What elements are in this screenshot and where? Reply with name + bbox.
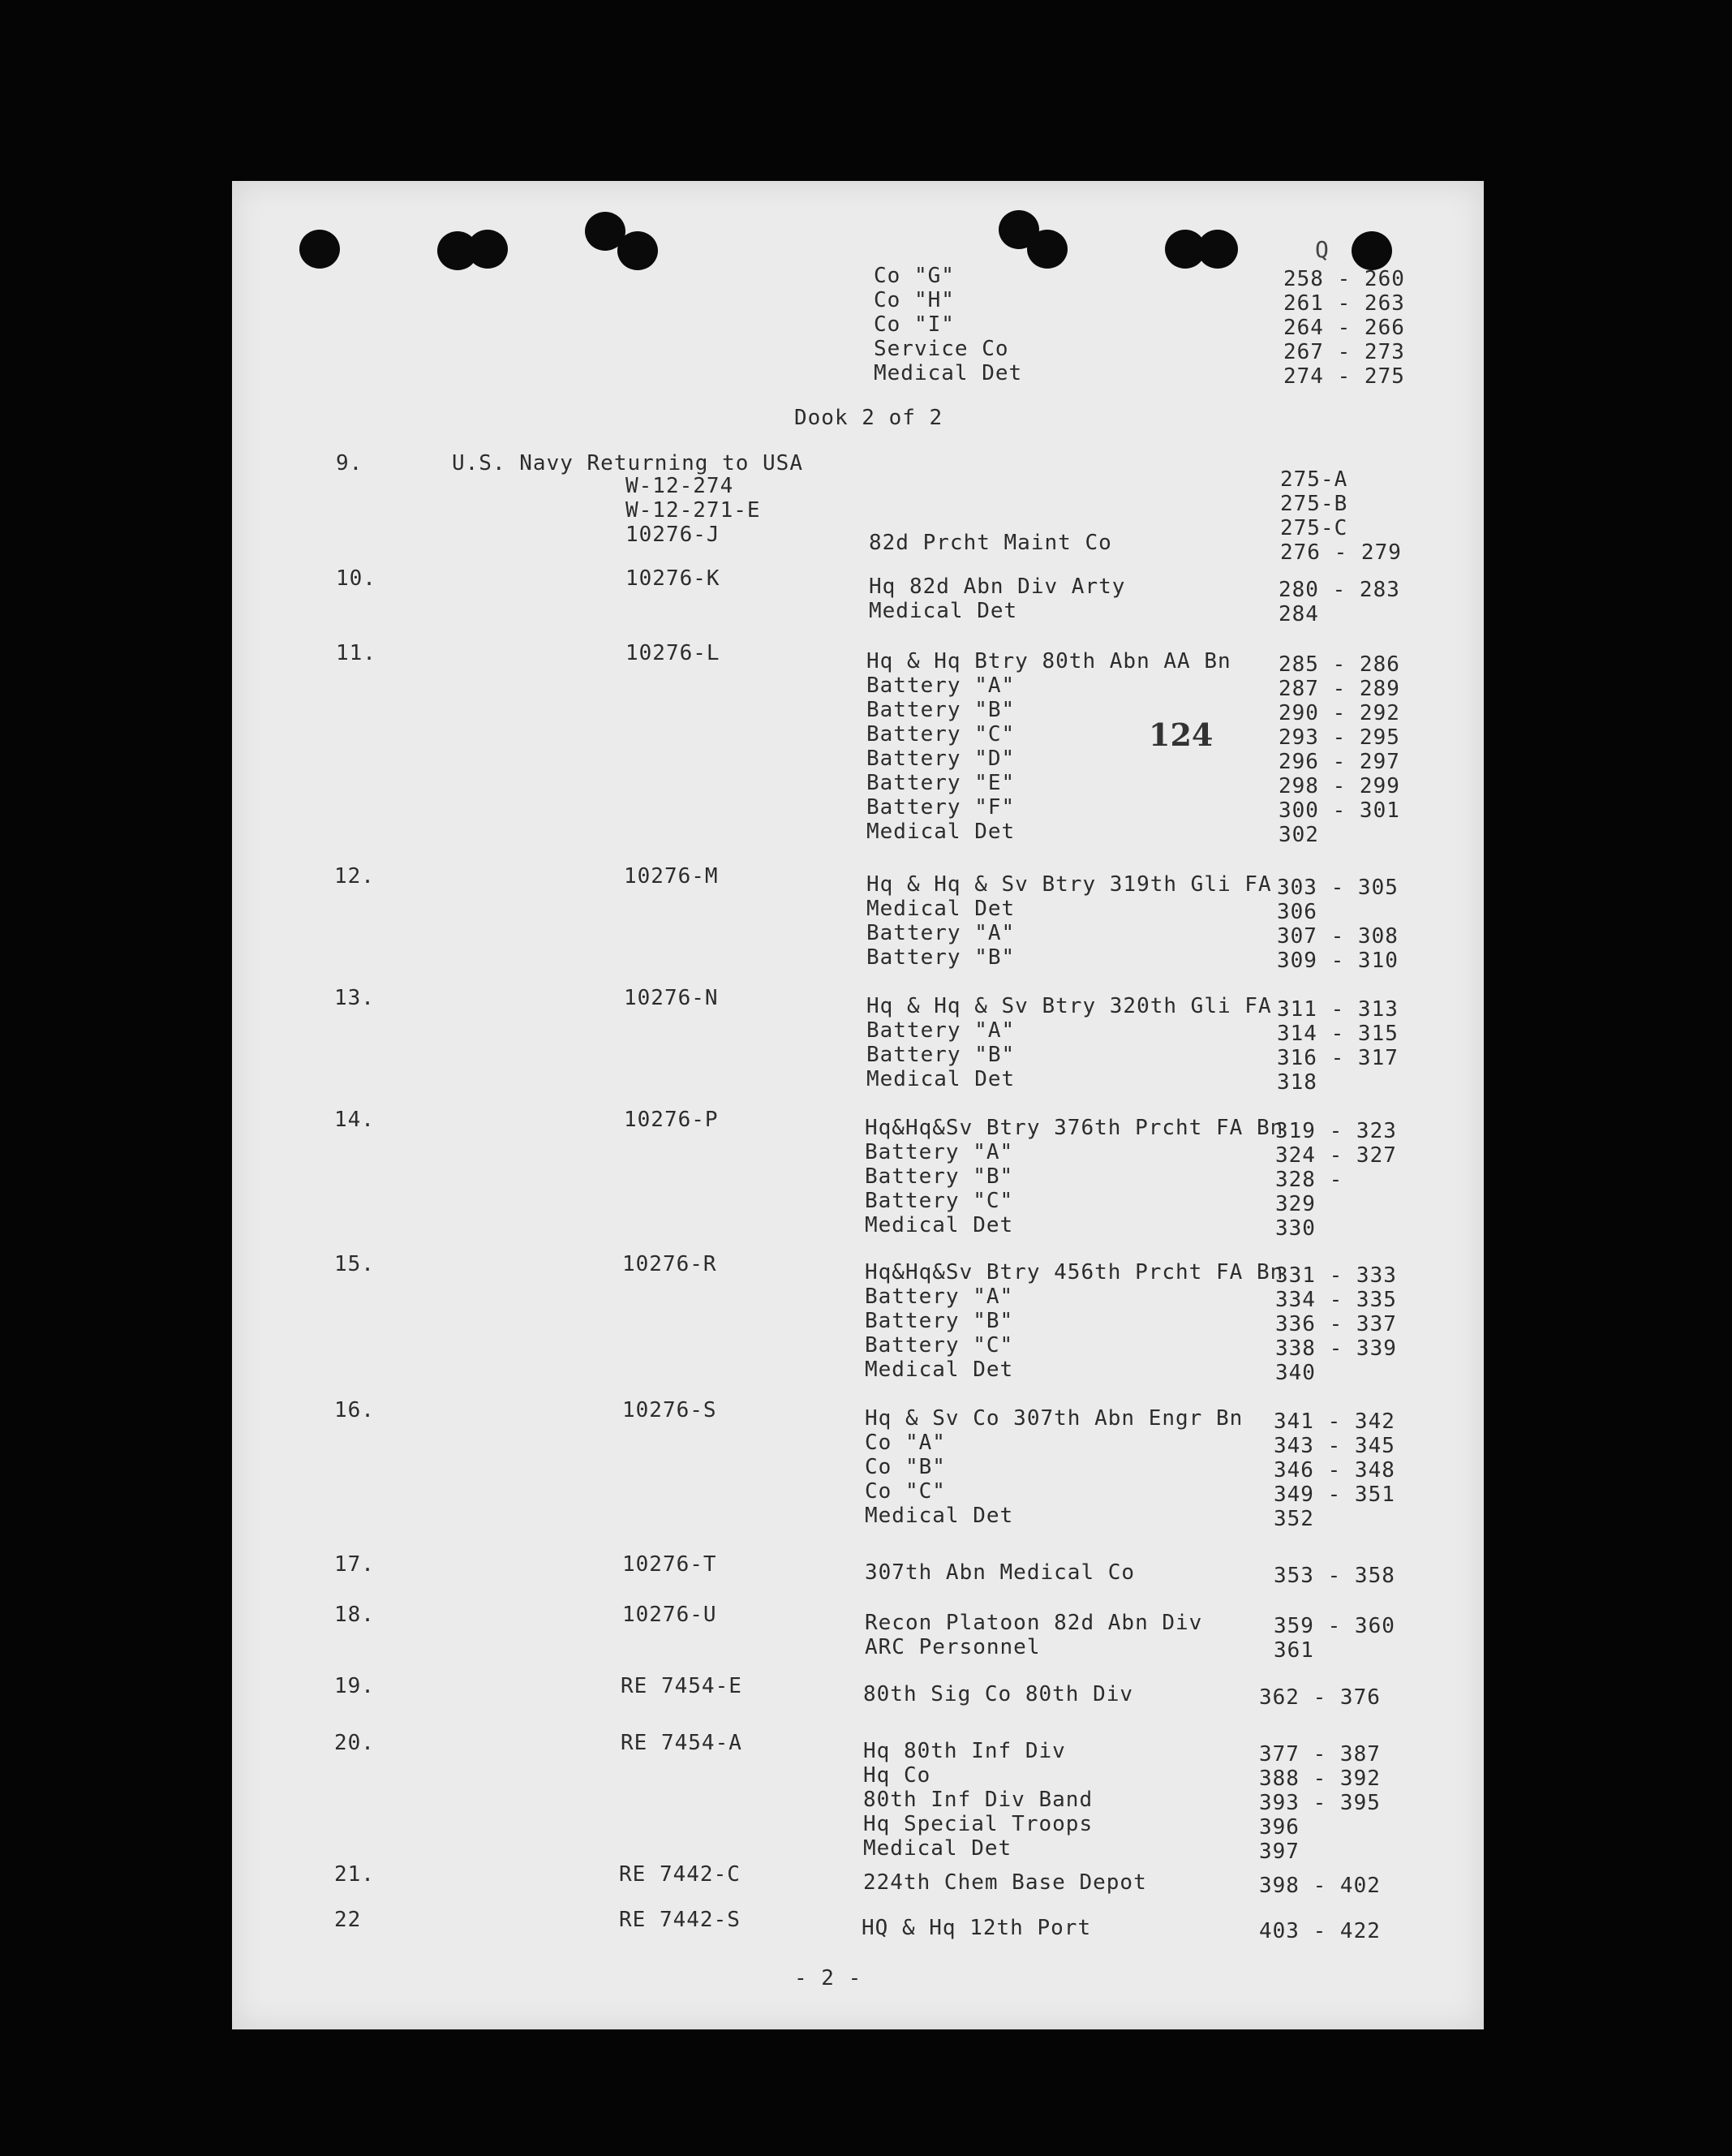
unit-label: 80th Sig Co 80th Div: [863, 1682, 1134, 1706]
file-code: RE 7454-E: [621, 1674, 742, 1698]
page-range: 296 - 297: [1279, 750, 1400, 774]
page-range: 290 - 292: [1279, 701, 1400, 725]
unit-label: Battery "D": [866, 747, 1016, 771]
unit-label: Battery "A": [866, 1018, 1016, 1043]
unit-label: Battery "B": [866, 1043, 1016, 1067]
entry-number: 12.: [334, 864, 375, 889]
unit-label: Medical Det: [866, 820, 1016, 844]
unit-label: 307th Abn Medical Co: [865, 1560, 1136, 1585]
unit-label: Hq & Hq & Sv Btry 320th Gli FA: [866, 994, 1272, 1018]
page-range: 280 - 283: [1279, 578, 1400, 602]
unit-label: Medical Det: [863, 1836, 1012, 1861]
page-range: 284: [1279, 602, 1319, 626]
page-range: 377 - 387: [1259, 1742, 1381, 1767]
unit-label: Co "C": [865, 1479, 946, 1504]
page-range: 328 -: [1275, 1168, 1343, 1192]
page-range: 258 - 260: [1283, 267, 1405, 291]
page-range: 349 - 351: [1274, 1483, 1395, 1507]
page-range: 319 - 323: [1275, 1119, 1397, 1143]
page-range: 307 - 308: [1277, 924, 1399, 949]
unit-label: Co "G": [874, 264, 955, 288]
punch-hole: [1352, 231, 1392, 270]
book-heading: Dook 2 of 2: [794, 406, 943, 430]
entry-number: 15.: [334, 1252, 375, 1276]
unit-label: Battery "C": [865, 1189, 1014, 1213]
unit-label: Battery "A": [866, 673, 1016, 698]
unit-label: Hq&Hq&Sv Btry 376th Prcht FA Bn: [865, 1116, 1284, 1140]
entry-number: 19.: [334, 1674, 375, 1698]
unit-label: Battery "B": [866, 698, 1016, 722]
navy-label: U.S. Navy Returning to USA: [452, 451, 803, 476]
page-range: 298 - 299: [1279, 774, 1400, 798]
unit-label: 224th Chem Base Depot: [863, 1870, 1147, 1895]
unit-label: Battery "B": [865, 1164, 1014, 1189]
page-range: 398 - 402: [1259, 1874, 1381, 1898]
page-range: 396: [1259, 1815, 1300, 1840]
unit-label: Medical Det: [869, 599, 1018, 623]
page-range: 287 - 289: [1279, 677, 1400, 701]
unit-label: Battery "A": [865, 1285, 1014, 1309]
page-range: 275-B: [1280, 492, 1348, 516]
page-range: 306: [1277, 900, 1317, 924]
page-range: 361: [1274, 1638, 1314, 1663]
page-range: 403 - 422: [1259, 1919, 1381, 1943]
unit-label: 82d Prcht Maint Co: [869, 531, 1112, 555]
unit-label: Hq & Hq & Sv Btry 319th Gli FA: [866, 872, 1272, 897]
file-code: 10276-T: [622, 1552, 717, 1577]
unit-label: Medical Det: [865, 1213, 1014, 1237]
unit-label: Battery "C": [866, 722, 1016, 747]
unit-label: Co "A": [865, 1431, 946, 1455]
unit-label: Hq Co: [863, 1763, 931, 1788]
page-range: 300 - 301: [1279, 798, 1400, 823]
entry-number: 22: [334, 1908, 362, 1932]
unit-label: Co "B": [865, 1455, 946, 1479]
unit-label: Hq 80th Inf Div: [863, 1739, 1066, 1763]
page-range: 330: [1275, 1216, 1316, 1241]
page-range: 303 - 305: [1277, 876, 1399, 900]
file-code: RE 7442-S: [619, 1908, 741, 1932]
corner-mark: Q: [1315, 236, 1329, 263]
entry-number: 16.: [334, 1398, 375, 1422]
unit-label: ARC Personnel: [865, 1635, 1041, 1659]
entry-number: 17.: [334, 1552, 375, 1577]
unit-label: Co "H": [874, 288, 955, 312]
page-range: 316 - 317: [1277, 1046, 1399, 1070]
unit-label: Hq & Sv Co 307th Abn Engr Bn: [865, 1406, 1244, 1431]
page-range: 362 - 376: [1259, 1685, 1381, 1710]
file-code: 10276-R: [622, 1252, 717, 1276]
page-range: 276 - 279: [1280, 540, 1402, 565]
page-range: 318: [1277, 1070, 1317, 1095]
entry-number: 9.: [336, 451, 363, 476]
page-range: 285 - 286: [1279, 652, 1400, 677]
page-range: 340: [1275, 1361, 1316, 1385]
unit-label: Battery "E": [866, 771, 1016, 795]
file-code: W-12-274: [625, 474, 734, 498]
unit-label: Recon Platoon 82d Abn Div: [865, 1611, 1203, 1635]
page-range: 352: [1274, 1507, 1314, 1531]
document-page: [232, 181, 1484, 2029]
unit-label: 80th Inf Div Band: [863, 1788, 1094, 1812]
file-code: 10276-U: [622, 1603, 717, 1627]
file-code: 10276-S: [622, 1398, 717, 1422]
unit-label: Hq Special Troops: [863, 1812, 1094, 1836]
page-range: 275-A: [1280, 467, 1348, 492]
entry-number: 10.: [336, 566, 376, 591]
page-range: 346 - 348: [1274, 1458, 1395, 1483]
unit-label: Battery "F": [866, 795, 1016, 820]
file-code: 10276-P: [624, 1108, 719, 1132]
unit-label: Medical Det: [866, 897, 1016, 921]
page-range: 324 - 327: [1275, 1143, 1397, 1168]
unit-label: Medical Det: [874, 361, 1023, 385]
unit-label: Hq&Hq&Sv Btry 456th Prcht FA Bn: [865, 1260, 1284, 1285]
unit-label: Battery "A": [865, 1140, 1014, 1164]
file-code: 10276-N: [624, 986, 719, 1010]
file-code: 10276-L: [625, 641, 720, 665]
page-range: 334 - 335: [1275, 1288, 1397, 1312]
page-range: 329: [1275, 1192, 1316, 1216]
unit-label: Battery "C": [865, 1333, 1014, 1358]
page-range: 311 - 313: [1277, 997, 1399, 1022]
punch-hole: [467, 230, 508, 269]
unit-label: Medical Det: [865, 1358, 1014, 1382]
page-range: 275-C: [1280, 516, 1348, 540]
unit-label: Battery "A": [866, 921, 1016, 945]
file-code: RE 7454-A: [621, 1731, 742, 1755]
page-range: 397: [1259, 1840, 1300, 1864]
file-code: W-12-271-E: [625, 498, 761, 523]
punch-hole: [299, 230, 340, 269]
page-range: 353 - 358: [1274, 1564, 1395, 1588]
unit-label: Medical Det: [865, 1504, 1014, 1528]
unit-label: Battery "B": [866, 945, 1016, 970]
file-code: 10276-M: [624, 864, 719, 889]
page-range: 302: [1279, 823, 1319, 847]
file-code: RE 7442-C: [619, 1862, 741, 1887]
punch-hole: [1197, 230, 1238, 269]
page-range: 343 - 345: [1274, 1434, 1395, 1458]
unit-label: Battery "B": [865, 1309, 1014, 1333]
page-range: 338 - 339: [1275, 1336, 1397, 1361]
page-range: 393 - 395: [1259, 1791, 1381, 1815]
page-range: 359 - 360: [1274, 1614, 1395, 1638]
entry-number: 14.: [334, 1108, 375, 1132]
unit-label: Hq 82d Abn Div Arty: [869, 575, 1126, 599]
page-range: 314 - 315: [1277, 1022, 1399, 1046]
page-range: 261 - 263: [1283, 291, 1405, 316]
punch-hole: [1027, 230, 1068, 269]
page-range: 267 - 273: [1283, 340, 1405, 364]
page-range: 293 - 295: [1279, 725, 1400, 750]
unit-label: Hq & Hq Btry 80th Abn AA Bn: [866, 649, 1231, 673]
page-range: 336 - 337: [1275, 1312, 1397, 1336]
entry-number: 11.: [336, 641, 376, 665]
unit-label: Service Co: [874, 337, 1009, 361]
unit-label: Co "I": [874, 312, 955, 337]
page-footer: - 2 -: [794, 1966, 862, 1990]
unit-label: HQ & Hq 12th Port: [862, 1916, 1092, 1940]
file-code: 10276-J: [625, 523, 720, 547]
page-range: 331 - 333: [1275, 1263, 1397, 1288]
page-range: 274 - 275: [1283, 364, 1405, 389]
page-stamp: 124: [1149, 717, 1214, 753]
page-range: 264 - 266: [1283, 316, 1405, 340]
entry-number: 13.: [334, 986, 375, 1010]
unit-label: Medical Det: [866, 1067, 1016, 1091]
page-range: 341 - 342: [1274, 1409, 1395, 1434]
punch-hole: [617, 231, 658, 270]
page-range: 388 - 392: [1259, 1767, 1381, 1791]
entry-number: 18.: [334, 1603, 375, 1627]
entry-number: 21.: [334, 1862, 375, 1887]
file-code: 10276-K: [625, 566, 720, 591]
page-range: 309 - 310: [1277, 949, 1399, 973]
entry-number: 20.: [334, 1731, 375, 1755]
